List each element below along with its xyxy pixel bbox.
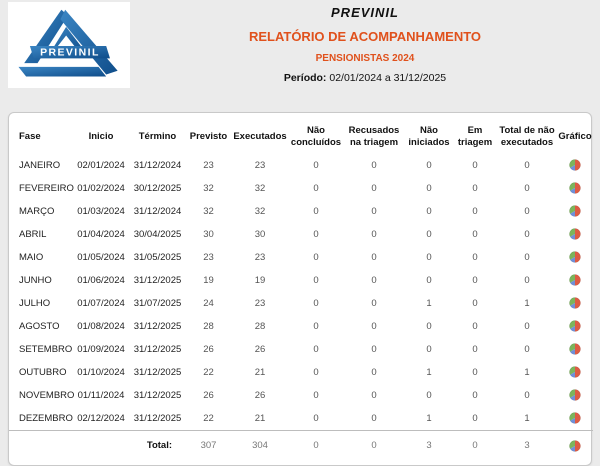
period-label: Período:: [283, 72, 327, 84]
cell-inicio: 01/05/2024: [77, 251, 125, 263]
cell-nao_concluidos: 0: [313, 228, 319, 240]
cell-inicio: 01/04/2024: [77, 228, 125, 240]
cell-inicio: 01/02/2024: [77, 182, 125, 194]
col-header-nao-concluidos: Não concluídos: [290, 125, 342, 148]
col-header-termino: Término: [138, 130, 177, 142]
cell-previsto: 24: [203, 297, 214, 309]
cell-em_triagem: 0: [472, 343, 478, 355]
cell-recusados: 0: [371, 274, 377, 286]
cell-fase: NOVEMBRO: [19, 389, 75, 401]
cell-inicio: 01/09/2024: [77, 343, 125, 355]
cell-total_nao_exec: 0: [524, 205, 530, 217]
cell-total_nao_exec: 1: [524, 412, 530, 424]
cell-nao_concluidos: 0: [313, 297, 319, 309]
cell-nao_iniciados: 0: [426, 205, 432, 217]
cell-nao_iniciados: 0: [426, 274, 432, 286]
cell-em_triagem: 0: [472, 320, 478, 332]
grafico-cell: [557, 200, 593, 223]
cell-nao_concluidos: 0: [313, 274, 319, 286]
table-row: [9, 315, 593, 338]
cell-em_triagem: 0: [472, 205, 478, 217]
cell-executados: 23: [254, 297, 266, 309]
pie-chart-icon[interactable]: [569, 366, 581, 378]
cell-termino: 31/12/2024: [133, 205, 182, 217]
cell-executados: 30: [254, 228, 266, 240]
cell-executados: 32: [254, 182, 266, 194]
cell-recusados: 0: [371, 412, 377, 424]
total-label: Total:: [9, 430, 186, 461]
cell-fase: MAIO: [19, 251, 44, 263]
cell-termino: 31/12/2025: [133, 412, 182, 424]
cell-fase: SETEMBRO: [19, 343, 73, 355]
cell-termino: 30/12/2025: [133, 182, 182, 194]
cell-em_triagem: 0: [472, 366, 478, 378]
cell-fase: OUTUBRO: [19, 366, 67, 378]
cell-inicio: 01/06/2024: [77, 274, 125, 286]
cell-em_triagem: 0: [472, 159, 478, 171]
pie-chart-icon[interactable]: [569, 297, 581, 309]
cell-nao_iniciados: 0: [426, 343, 432, 355]
cell-total_nao_exec: 0: [524, 320, 530, 332]
pie-chart-icon[interactable]: [569, 440, 581, 452]
cell-termino: 31/12/2025: [133, 389, 182, 401]
cell-inicio: 01/10/2024: [77, 366, 125, 378]
cell-nao_iniciados: 1: [426, 297, 432, 309]
cell-recusados: 0: [371, 182, 377, 194]
grafico-cell: [557, 292, 593, 315]
cell-nao_concluidos: 0: [313, 159, 319, 171]
pie-chart-icon[interactable]: [569, 343, 581, 355]
cell-fase: JUNHO: [19, 274, 52, 286]
cell-termino: 31/12/2024: [133, 159, 182, 171]
cell-total_nao_exec: 0: [524, 343, 530, 355]
table-row: [9, 177, 593, 200]
cell-nao_iniciados: 0: [426, 320, 432, 332]
grafico-cell: [557, 269, 593, 292]
previnil-logo: [8, 2, 130, 88]
cell-total_nao_exec: 1: [524, 366, 530, 378]
table-header-row: [9, 115, 593, 154]
table-row: [9, 407, 593, 431]
pie-chart-icon[interactable]: [569, 412, 581, 424]
total-em-triagem: 0: [453, 430, 497, 461]
cell-nao_iniciados: 0: [426, 389, 432, 401]
cell-recusados: 0: [371, 251, 377, 263]
cell-inicio: 02/12/2024: [77, 412, 125, 424]
pie-chart-icon[interactable]: [569, 228, 581, 240]
grafico-cell: [557, 338, 593, 361]
report-header: [0, 0, 600, 112]
cell-executados: 21: [254, 412, 266, 424]
cell-previsto: 23: [203, 159, 214, 171]
cell-em_triagem: 0: [472, 412, 478, 424]
cell-termino: 31/05/2025: [133, 251, 182, 263]
cell-termino: 31/12/2025: [133, 343, 182, 355]
cell-inicio: 01/08/2024: [77, 320, 125, 332]
col-header-grafico: Gráfico: [558, 130, 592, 142]
cell-termino: 31/12/2025: [133, 366, 182, 378]
col-header-fase: Fase: [19, 130, 41, 142]
cell-total_nao_exec: 0: [524, 274, 530, 286]
report-table-card: [8, 112, 592, 466]
cell-em_triagem: 0: [472, 182, 478, 194]
total-previsto: 307: [186, 430, 231, 461]
cell-previsto: 22: [203, 366, 214, 378]
period-value: 02/01/2024 a 31/12/2025: [329, 72, 447, 84]
cell-nao_concluidos: 0: [313, 343, 319, 355]
grafico-cell: [557, 315, 593, 338]
cell-nao_concluidos: 0: [313, 366, 319, 378]
cell-nao_concluidos: 0: [313, 182, 319, 194]
cell-termino: 31/07/2025: [133, 297, 182, 309]
cell-fase: MARÇO: [19, 205, 55, 217]
grafico-cell: [557, 246, 593, 269]
col-header-em-triagem: Em triagem: [457, 125, 493, 148]
col-header-inicio: Inicio: [88, 130, 114, 142]
cell-nao_iniciados: 1: [426, 366, 432, 378]
cell-em_triagem: 0: [472, 228, 478, 240]
svg-text:PREVINIL: PREVINIL: [40, 47, 100, 59]
cell-em_triagem: 0: [472, 251, 478, 263]
grafico-cell: [557, 361, 593, 384]
cell-executados: 32: [254, 205, 266, 217]
cell-termino: 30/04/2025: [133, 228, 182, 240]
cell-total_nao_exec: 0: [524, 159, 530, 171]
report-title: RELATÓRIO DE ACOMPANHAMENTO: [248, 29, 482, 44]
cell-nao_iniciados: 0: [426, 159, 432, 171]
pie-chart-icon[interactable]: [569, 320, 581, 332]
total-row: [9, 430, 593, 461]
cell-nao_concluidos: 0: [313, 320, 319, 332]
previnil-triangle-logo-icon: [10, 4, 128, 86]
cell-nao_concluidos: 0: [313, 251, 319, 263]
cell-nao_iniciados: 0: [426, 228, 432, 240]
cell-nao_concluidos: 0: [313, 205, 319, 217]
cell-inicio: 02/01/2024: [77, 159, 125, 171]
pie-chart-icon[interactable]: [569, 389, 581, 401]
grafico-cell: [557, 384, 593, 407]
cell-fase: JULHO: [19, 297, 51, 309]
col-header-total-nao-executados: Total de não executados: [499, 125, 555, 148]
table-row: [9, 269, 593, 292]
grafico-cell: [557, 223, 593, 246]
cell-previsto: 32: [203, 182, 214, 194]
cell-previsto: 32: [203, 205, 214, 217]
cell-executados: 26: [254, 389, 266, 401]
grafico-cell: [557, 154, 593, 177]
cell-total_nao_exec: 0: [524, 228, 530, 240]
cell-inicio: 01/03/2024: [77, 205, 125, 217]
pie-chart-icon[interactable]: [569, 205, 581, 217]
cell-executados: 19: [254, 274, 266, 286]
cell-nao_iniciados: 0: [426, 251, 432, 263]
cell-total_nao_exec: 0: [524, 182, 530, 194]
cell-total_nao_exec: 0: [524, 389, 530, 401]
cell-fase: JANEIRO: [19, 159, 61, 171]
cell-fase: DEZEMBRO: [19, 412, 73, 424]
table-row: [9, 292, 593, 315]
cell-fase: ABRIL: [19, 228, 47, 240]
cell-previsto: 28: [203, 320, 214, 332]
report-table: [9, 115, 593, 461]
cell-fase: FEVEREIRO: [19, 182, 74, 194]
total-recusados: 0: [343, 430, 405, 461]
total-nao-iniciados: 3: [405, 430, 453, 461]
table-row: [9, 246, 593, 269]
cell-recusados: 0: [371, 343, 377, 355]
cell-inicio: 01/07/2024: [77, 297, 125, 309]
pie-chart-icon[interactable]: [569, 274, 581, 286]
col-header-nao-iniciados: Não iniciados: [408, 125, 450, 148]
company-name: PREVINIL: [331, 5, 399, 20]
table-row: [9, 384, 593, 407]
table-row: [9, 223, 593, 246]
total-grafico-cell: [557, 430, 593, 461]
table-row: [9, 200, 593, 223]
cell-recusados: 0: [371, 159, 377, 171]
cell-executados: 23: [254, 159, 266, 171]
cell-em_triagem: 0: [472, 274, 478, 286]
cell-recusados: 0: [371, 228, 377, 240]
cell-previsto: 23: [203, 251, 214, 263]
cell-termino: 31/12/2025: [133, 320, 182, 332]
grafico-cell: [557, 407, 593, 431]
cell-previsto: 22: [203, 412, 214, 424]
cell-recusados: 0: [371, 205, 377, 217]
cell-executados: 28: [254, 320, 266, 332]
cell-executados: 21: [254, 366, 266, 378]
col-header-recusados-triagem: Recusados na triagem: [348, 125, 400, 148]
cell-recusados: 0: [371, 320, 377, 332]
cell-executados: 26: [254, 343, 266, 355]
cell-recusados: 0: [371, 366, 377, 378]
col-header-executados: Executados: [233, 130, 287, 142]
report-period: [130, 72, 600, 84]
cell-total_nao_exec: 1: [524, 297, 530, 309]
pie-chart-icon[interactable]: [569, 159, 581, 171]
cell-fase: AGOSTO: [19, 320, 60, 332]
cell-previsto: 19: [203, 274, 214, 286]
cell-termino: 31/12/2025: [133, 274, 182, 286]
cell-nao_concluidos: 0: [313, 389, 319, 401]
cell-nao_iniciados: 0: [426, 182, 432, 194]
cell-nao_iniciados: 1: [426, 412, 432, 424]
cell-executados: 23: [254, 251, 266, 263]
table-row: [9, 338, 593, 361]
cell-em_triagem: 0: [472, 389, 478, 401]
table-row: [9, 361, 593, 384]
cell-total_nao_exec: 0: [524, 251, 530, 263]
cell-inicio: 01/11/2024: [77, 389, 125, 401]
cell-em_triagem: 0: [472, 297, 478, 309]
report-subtitle: PENSIONISTAS 2024: [315, 53, 415, 64]
total-executados: 304: [231, 430, 289, 461]
cell-recusados: 0: [371, 297, 377, 309]
pie-chart-icon[interactable]: [569, 251, 581, 263]
cell-previsto: 30: [203, 228, 214, 240]
table-row: [9, 154, 593, 177]
pie-chart-icon[interactable]: [569, 182, 581, 194]
cell-previsto: 26: [203, 343, 214, 355]
total-total-nao-executados: 3: [497, 430, 557, 461]
cell-recusados: 0: [371, 389, 377, 401]
total-nao-concluidos: 0: [289, 430, 343, 461]
cell-previsto: 26: [203, 389, 214, 401]
cell-nao_concluidos: 0: [313, 412, 319, 424]
col-header-previsto: Previsto: [189, 130, 228, 142]
table-body: [9, 154, 593, 431]
grafico-cell: [557, 177, 593, 200]
